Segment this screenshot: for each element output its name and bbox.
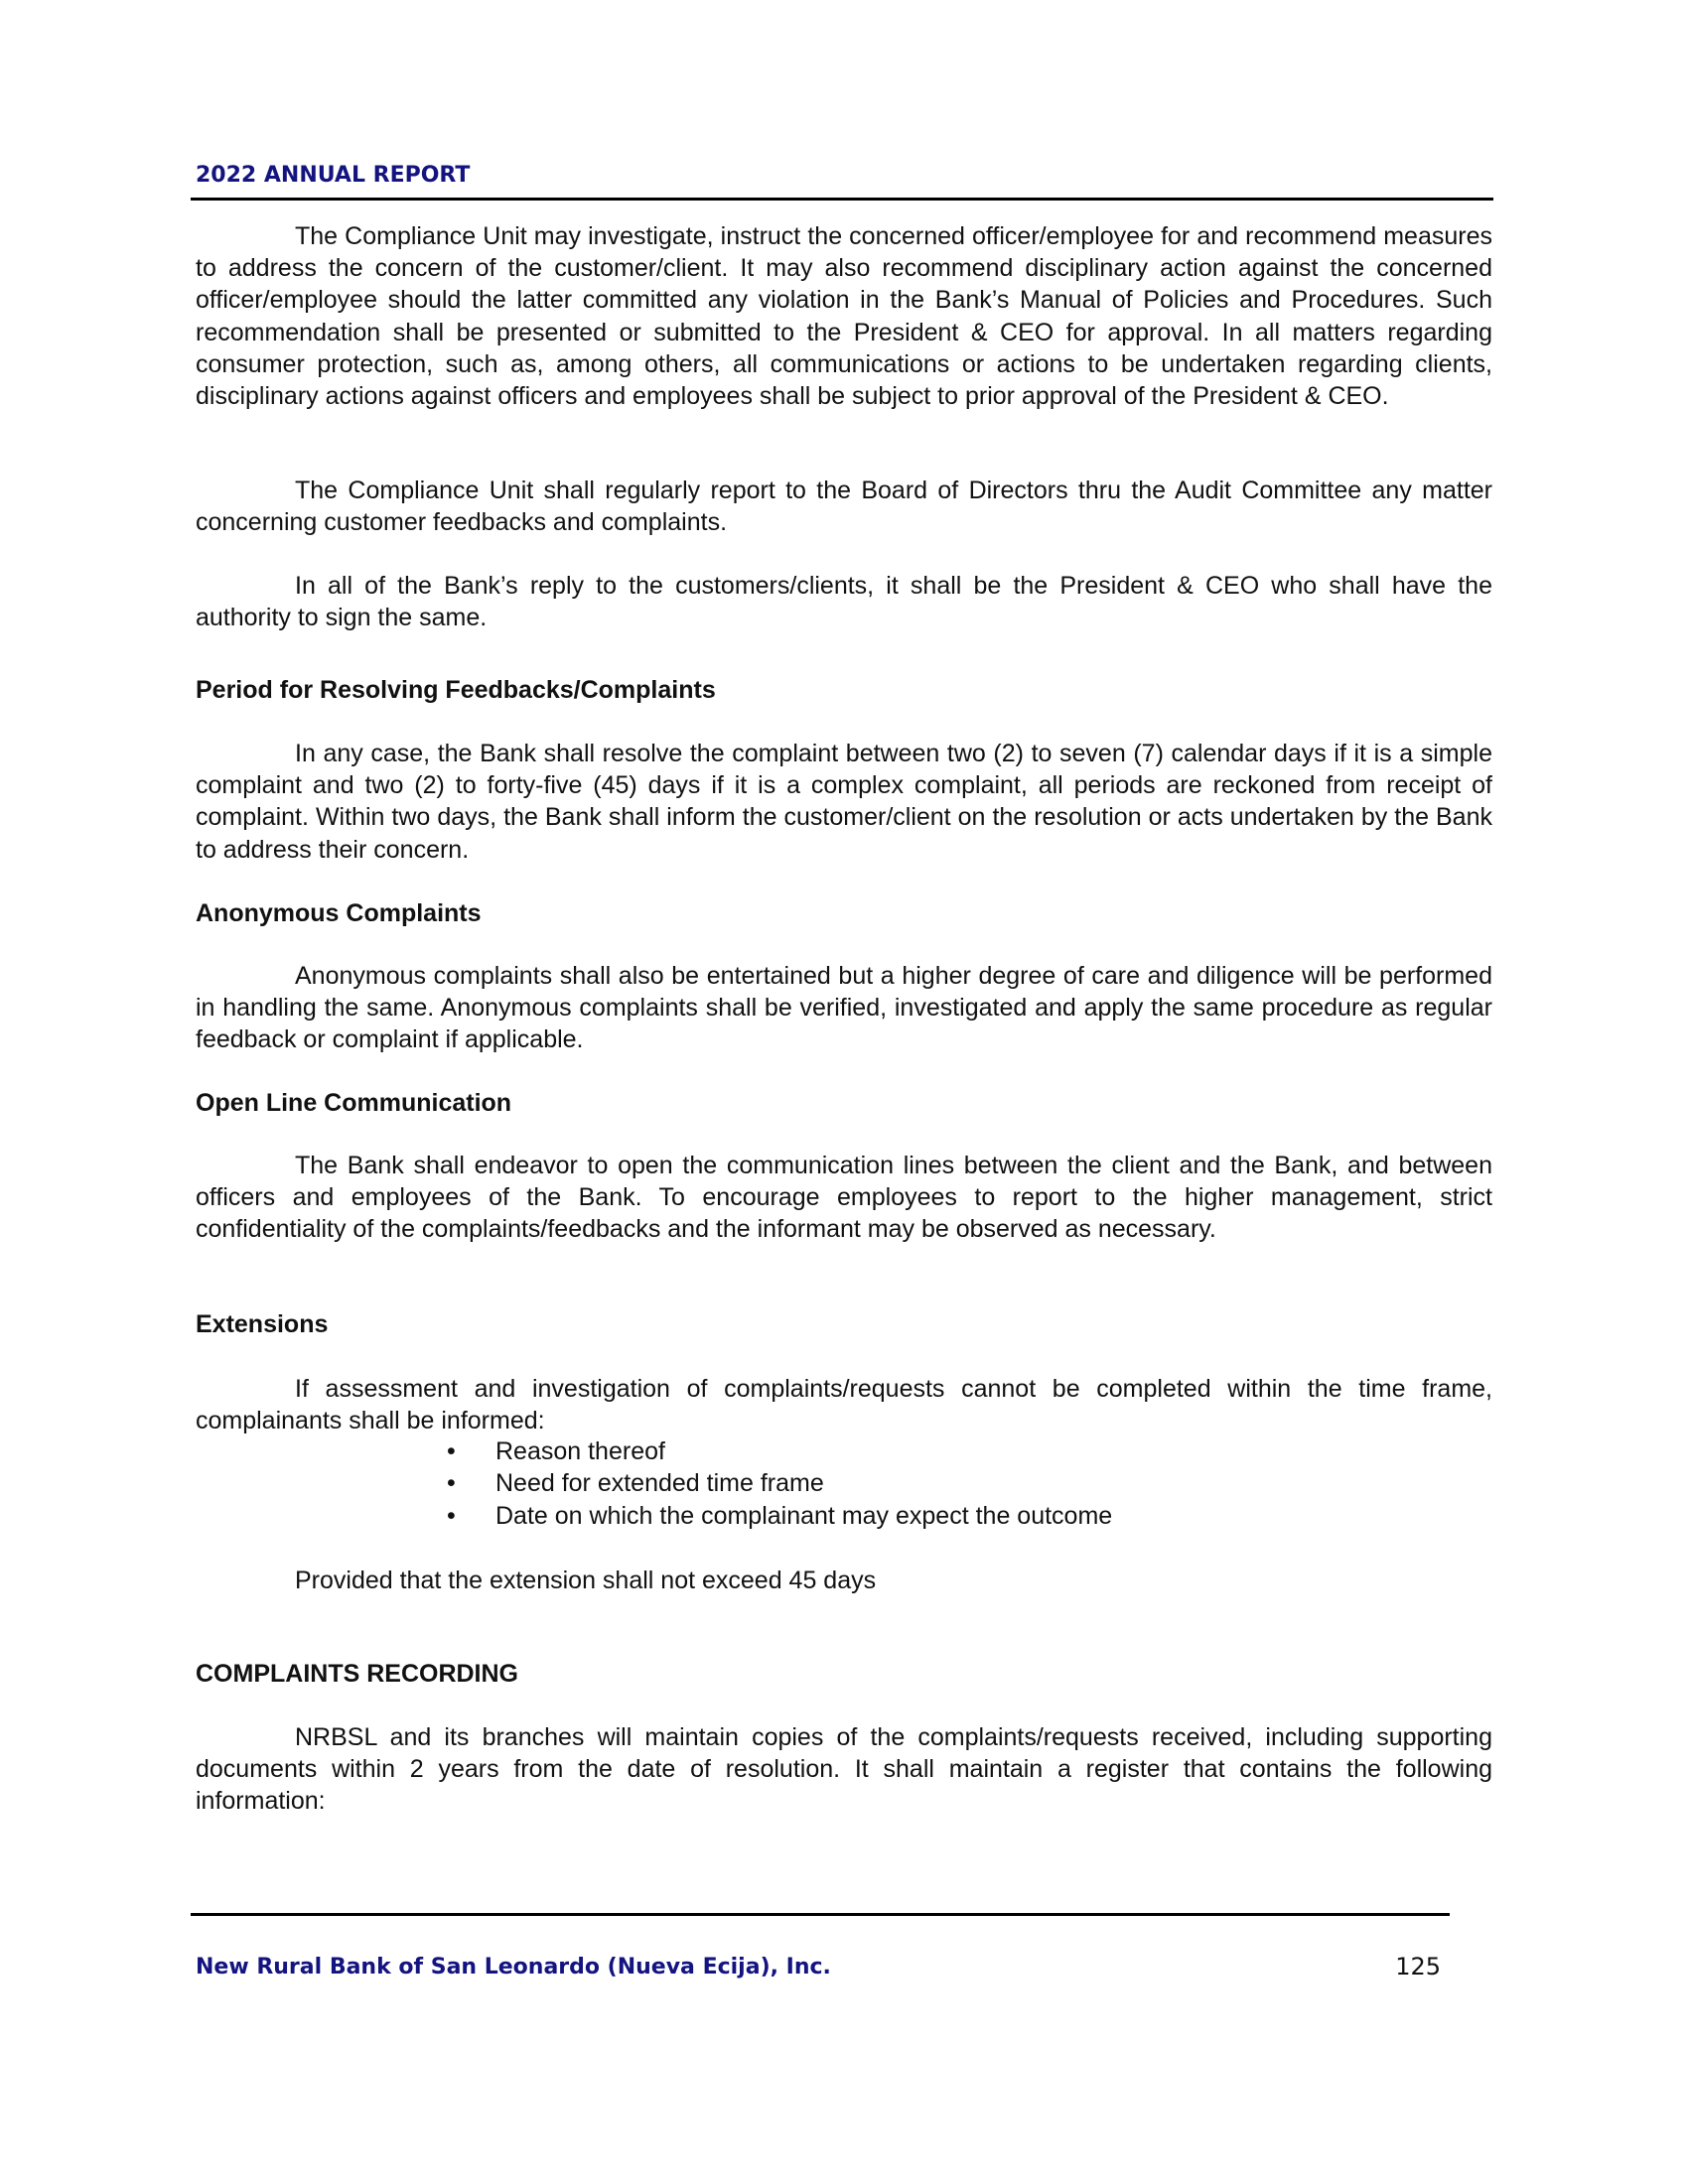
paragraph-extensions — [196, 1373, 1492, 1436]
footer-organization: New Rural Bank of San Leonardo (Nueva Ecija), Inc. — [196, 1955, 831, 1979]
paragraph-resolution-period — [196, 738, 1492, 866]
paragraph-text: Anonymous complaints shall also be entertained but a higher degree of care and diligence will be performed in handling the same. Anonymous complaints shall be verified, investigated and apply the same procedure as regular feedback or complaint if applicable. — [196, 962, 1492, 1054]
paragraph-text: The Compliance Unit may investigate, instruct the concerned officer/employee for and recommend measures to address the concern of the customer/client. It may also recommend disciplinary action against the concerned officer/employee should the latter committed any violation in the Bank’s Manual of Policies and Procedures. Such recommendation shall be presented or submitted to the President & CEO for approval. In all matters regarding consumer protection, such as, among others, all communications or actions to be undertaken regarding clients, disciplinary actions against officers and employees shall be subject to prior approval of the President & CEO. — [196, 222, 1492, 411]
header-rule — [191, 198, 1493, 201]
list-item-text: Need for extended time frame — [495, 1469, 824, 1498]
list-item — [437, 1500, 1112, 1532]
extension-bullet-list — [437, 1435, 1112, 1532]
page-number: 125 — [1395, 1953, 1441, 1980]
paragraph-anonymous — [196, 960, 1492, 1056]
list-item — [437, 1435, 1112, 1467]
paragraph-text: If assessment and investigation of complaints/requests cannot be completed within the time frame, complainants shall be informed: — [196, 1375, 1492, 1435]
section-heading-complaints-recording: COMPLAINTS RECORDING — [196, 1660, 518, 1688]
paragraph-open-line — [196, 1150, 1492, 1246]
bullet-icon: • — [447, 1501, 456, 1530]
section-heading-open-line: Open Line Communication — [196, 1089, 512, 1117]
paragraph-text: In all of the Bank’s reply to the customers/clients, it shall be the President & CEO who shall have the authority to sign the same. — [196, 572, 1492, 632]
section-heading-period: Period for Resolving Feedbacks/Complaints — [196, 676, 716, 704]
bullet-icon: • — [447, 1437, 456, 1465]
paragraph-reply-authority — [196, 570, 1492, 633]
section-heading-extensions: Extensions — [196, 1310, 329, 1338]
footer-rule — [191, 1913, 1450, 1916]
bullet-icon: • — [447, 1469, 456, 1498]
paragraph-text: The Compliance Unit shall regularly report to the Board of Directors thru the Audit Committee any matter concerning customer feedbacks and complaints. — [196, 477, 1492, 537]
paragraph-extension-limit — [196, 1565, 1492, 1596]
list-item — [437, 1467, 1112, 1499]
running-header-title: 2022 ANNUAL REPORT — [196, 163, 471, 188]
paragraph-text: NRBSL and its branches will maintain copies of the complaints/requests received, including supporting documents within 2 years from the date of resolution. It shall maintain a register that contains the following information: — [196, 1723, 1492, 1816]
list-item-text: Reason thereof — [495, 1437, 665, 1465]
section-heading-anonymous: Anonymous Complaints — [196, 899, 482, 927]
paragraph-reporting — [196, 475, 1492, 538]
list-item-text: Date on which the complainant may expect the outcome — [495, 1501, 1113, 1530]
paragraph-complaints-recording — [196, 1721, 1492, 1818]
paragraph-compliance-unit — [196, 220, 1492, 412]
paragraph-text: The Bank shall endeavor to open the communication lines between the client and the Bank, and between officers and employees of the Bank. To encourage employees to report to the higher management, strict confidentiality of the complaints/feedbacks and the informant may be observed as necessary. — [196, 1152, 1492, 1244]
paragraph-text: Provided that the extension shall not exceed 45 days — [295, 1567, 877, 1594]
paragraph-text: In any case, the Bank shall resolve the complaint between two (2) to seven (7) calendar days if it is a simple complaint and two (2) to forty-five (45) days if it is a complex complaint, all periods are reckoned from receipt of complaint. Within two days, the Bank shall inform the customer/client on the resolution or acts undertaken by the Bank to address their concern. — [196, 740, 1492, 864]
